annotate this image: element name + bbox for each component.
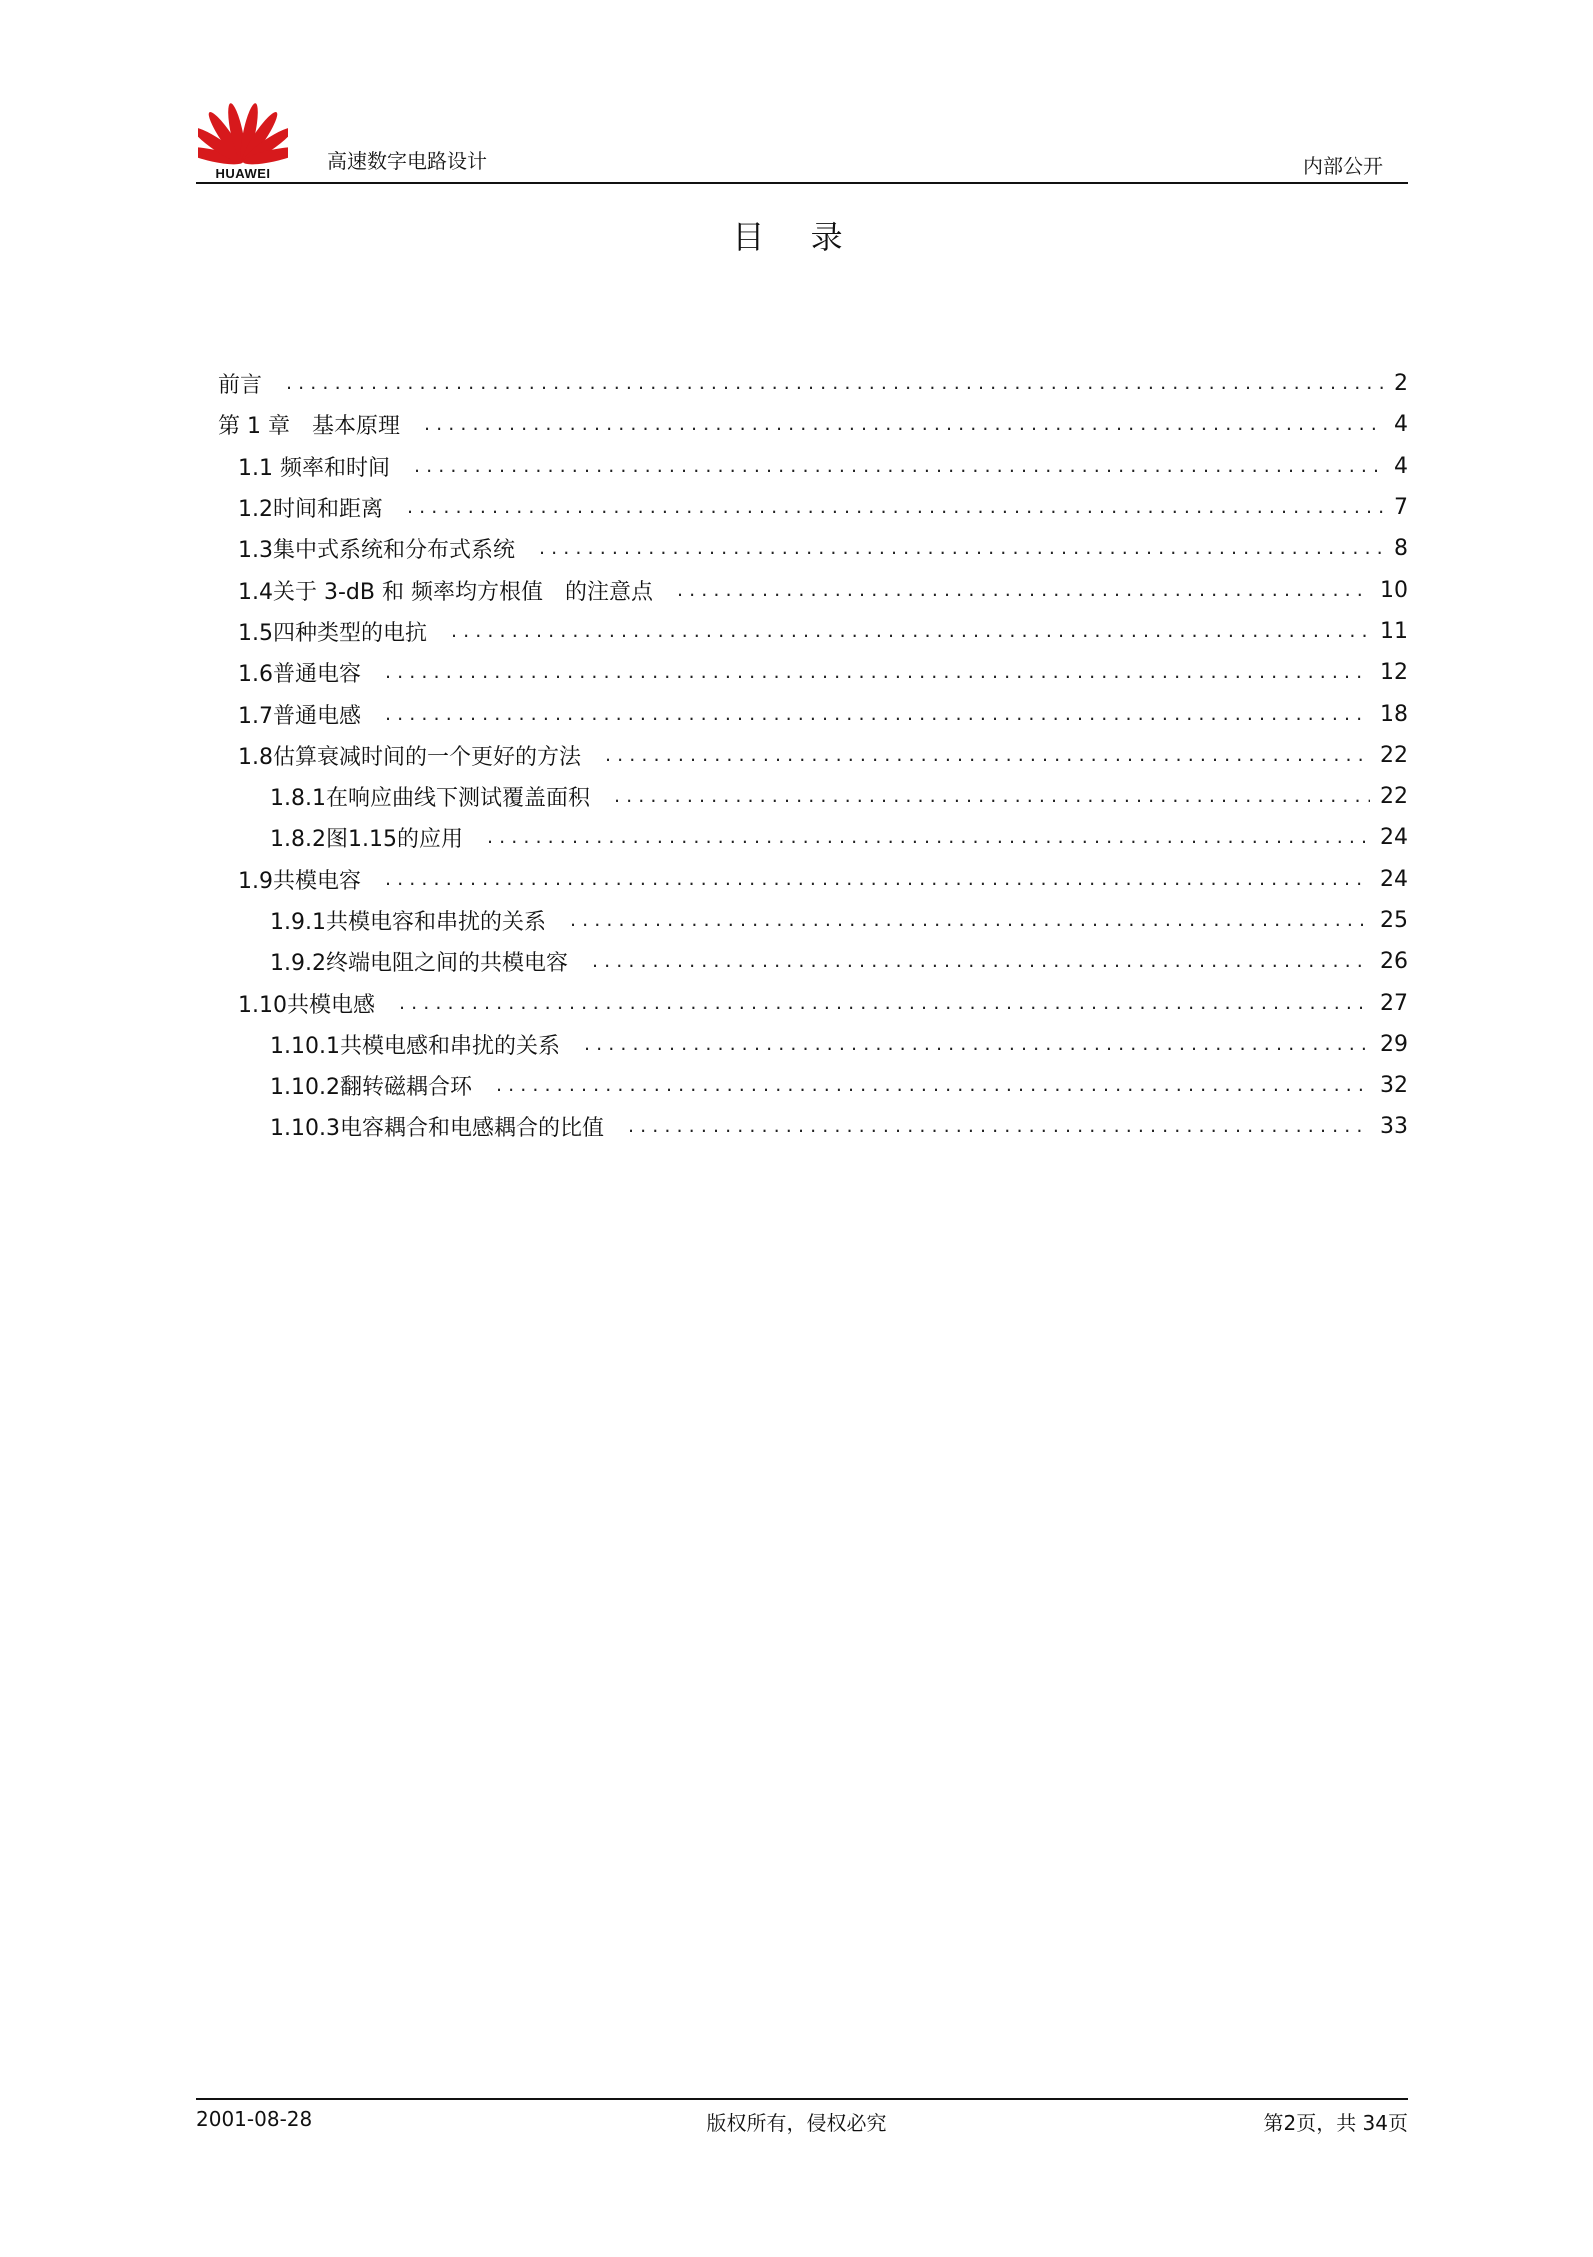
toc-entry-page: 12 [1380,660,1408,686]
toc-entry-label: 1.8.2图1.15的应用 [270,827,463,853]
footer-copyright: 版权所有，侵权必究 [706,2111,887,2135]
toc-entry[interactable] [210,859,1408,900]
toc-entry[interactable] [210,363,1408,404]
toc-entry[interactable] [210,1106,1408,1147]
toc-entry-label: 1.1 频率和时间 [238,455,390,481]
toc-entry-label: 1.7普通电感 [238,703,361,729]
toc-entry-page: 32 [1380,1073,1408,1099]
toc-leader-dots [385,870,1370,889]
toc-entry-page: 18 [1380,701,1408,727]
toc-leader-dots [451,622,1370,641]
toc-entry-page: 26 [1380,949,1408,975]
toc-entry-label: 1.10共模电感 [238,992,375,1018]
toc-entry-label: 1.3集中式系统和分布式系统 [238,538,515,564]
toc-entry-label: 1.10.3电容耦合和电感耦合的比值 [270,1116,604,1142]
toc-entry-label: 1.8.1在响应曲线下测试覆盖面积 [270,786,590,812]
toc-entry-label: 1.2时间和距离 [238,497,383,523]
toc-leader-dots [385,705,1370,724]
toc-entry[interactable] [210,817,1408,858]
toc-entry-label: 1.9共模电容 [238,868,361,894]
header-divider [196,182,1408,184]
toc-entry-label: 1.10.2翻转磁耦合环 [270,1075,472,1101]
toc-leader-dots [487,828,1370,847]
toc-leader-dots [407,498,1384,517]
toc-entry[interactable] [210,528,1408,569]
toc-leader-dots [424,415,1384,434]
toc-leader-dots [414,457,1384,476]
toc-entry-label: 1.4关于 3-dB 和 频率均方根值 的注意点 [238,579,653,605]
toc-entry-page: 2 [1394,371,1408,397]
toc-entry-page: 4 [1394,453,1408,479]
toc-entry[interactable] [210,900,1408,941]
toc-leader-dots [399,994,1370,1013]
toc-entry-label: 第 1 章 基本原理 [218,414,400,440]
toc-entry[interactable] [210,735,1408,776]
toc-entry-page: 7 [1394,495,1408,521]
toc-leader-dots [614,787,1370,806]
page-title: 目 录 [732,218,861,256]
classification-label: 内部公开 [1303,154,1383,178]
toc-entry[interactable] [210,652,1408,693]
document-name: 高速数字电路设计 [327,149,487,173]
toc-entry[interactable] [210,693,1408,734]
toc-entry[interactable] [210,1024,1408,1065]
toc-leader-dots [592,952,1370,971]
logo-wordmark: HUAWEI [215,166,271,180]
toc-leader-dots [539,539,1384,558]
toc-leader-dots [570,911,1370,930]
toc-leader-dots [677,581,1370,600]
table-of-contents [210,363,1408,1148]
toc-entry-page: 4 [1394,412,1408,438]
toc-entry-page: 8 [1394,536,1408,562]
toc-entry[interactable] [210,569,1408,610]
toc-entry[interactable] [210,487,1408,528]
toc-entry-page: 25 [1380,908,1408,933]
toc-leader-dots [286,374,1384,393]
toc-entry-label: 1.10.1共模电感和串扰的关系 [270,1033,560,1059]
toc-entry[interactable] [210,776,1408,817]
toc-entry-label: 1.6普通电容 [238,662,361,688]
toc-entry[interactable] [210,1065,1408,1106]
footer-divider [196,2098,1408,2100]
toc-entry-page: 11 [1380,618,1408,644]
toc-leader-dots [584,1035,1370,1054]
footer-date: 2001-08-28 [196,2107,313,2131]
toc-entry-label: 1.8估算衰减时间的一个更好的方法 [238,744,581,770]
toc-entry[interactable] [210,982,1408,1023]
toc-entry-page: 22 [1380,784,1408,810]
toc-entry[interactable] [210,611,1408,652]
toc-entry-label: 1.5四种类型的电抗 [238,620,427,646]
toc-entry[interactable] [210,941,1408,982]
toc-entry-page: 22 [1380,742,1408,768]
toc-entry-page: 27 [1380,990,1408,1016]
toc-entry-label: 前言 [218,373,263,399]
toc-entry-page: 33 [1380,1114,1408,1140]
toc-leader-dots [385,663,1370,682]
toc-entry-label: 1.9.1共模电容和串扰的关系 [270,910,546,935]
toc-leader-dots [496,1076,1370,1095]
toc-entry-page: 24 [1380,825,1408,851]
toc-entry[interactable] [210,446,1408,487]
huawei-logo [198,96,288,180]
toc-entry-page: 24 [1380,866,1408,892]
footer-page-number: 第2页，共 34页 [1263,2111,1408,2135]
toc-entry-page: 10 [1380,577,1408,603]
toc-entry[interactable] [210,404,1408,445]
toc-entry-page: 29 [1380,1031,1408,1057]
toc-leader-dots [605,746,1370,765]
toc-leader-dots [628,1117,1370,1136]
toc-entry-label: 1.9.2终端电阻之间的共模电容 [270,951,568,977]
